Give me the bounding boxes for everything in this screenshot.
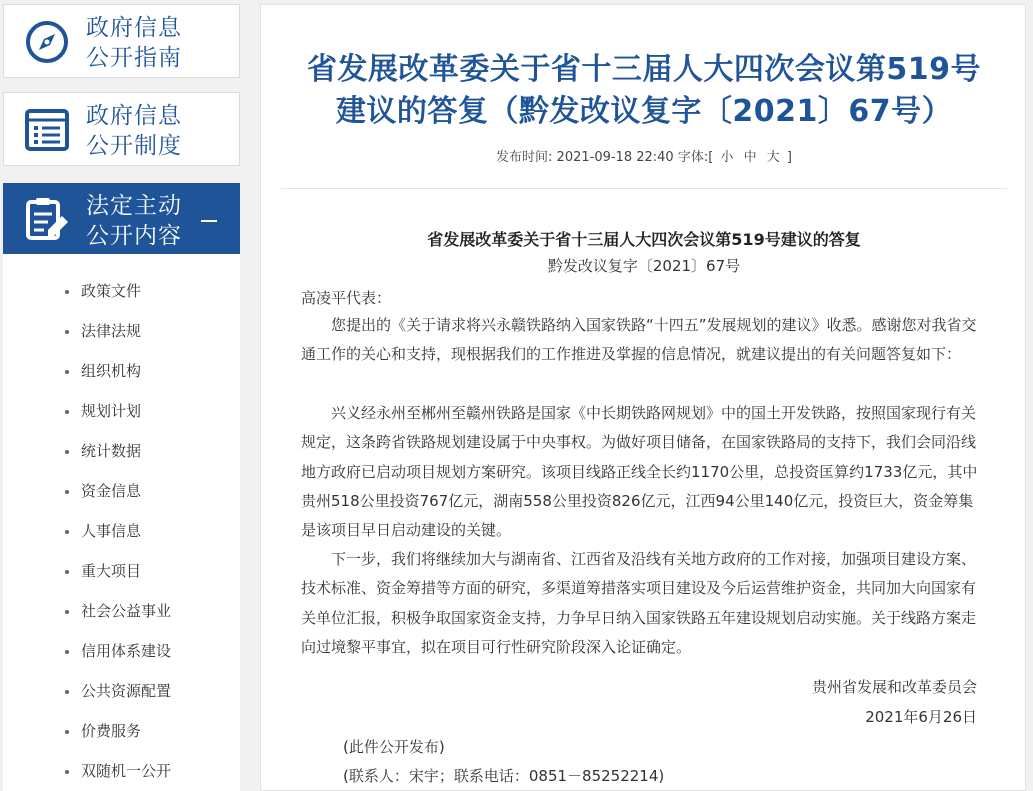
bullet-icon [65,530,69,534]
subnav-item[interactable] [65,519,141,543]
subnav-item[interactable] [65,559,141,583]
article-meta [261,146,1027,165]
nav-guide[interactable] [3,4,240,78]
collapse-minus-icon[interactable] [201,220,217,222]
subnav-item[interactable] [65,279,141,303]
subnav-item[interactable] [65,479,141,503]
subnav [3,254,240,791]
contact-note: (联系人：宋宇；联系电话：0851－85252214) [343,767,665,785]
subnav-item[interactable] [65,759,171,783]
salutation: 高凌平代表： [301,289,392,307]
public-note: (此件公开发布) [343,738,445,756]
font-size-medium-button[interactable]: 中 [743,150,757,165]
subnav-item-label: 规划计划 [81,402,142,420]
subnav-item[interactable] [65,639,171,663]
subnav-item-label: 政策文件 [81,282,142,300]
paragraph: 下一步，我们将继续加大与湖南省、江西省及沿线有关地方政府的工作对接，加强项目建设方案、技术标准、资金筹措等方面的研究，多渠道筹措落实项目建设及今后运营维护资金，共同加大向国家有关单位汇报，积极争取国家资金支持，力争早日纳入国家铁路五年建设规划启动实施。关于线路方案走向过境黎平事宜，拟在项目可行性研究阶段深入论证确定。 [301,550,977,656]
subnav-item[interactable] [65,599,171,623]
bullet-icon [65,730,69,734]
subnav-item-label: 双随机一公开 [81,762,172,780]
bullet-icon [65,330,69,334]
subnav-item-label: 资金信息 [81,482,142,500]
subnav-item[interactable] [65,679,171,703]
font-size-small-button[interactable]: 小 [720,150,734,165]
article-title-line1: 省发展改革委关于省十三届人大四次会议第519号 [306,52,982,87]
nav-active-content[interactable] [3,183,240,255]
meta-close-bracket: ] [786,150,792,165]
signature-date: 2021年6月26日 [865,708,977,726]
signature-org: 贵州省发展和改革委员会 [811,678,977,696]
divider [281,188,1007,189]
sidebar [0,0,244,791]
nav-system-label-line2: 公开制度 [86,133,182,159]
subnav-item-label: 信用体系建设 [81,642,172,660]
bullet-icon [65,690,69,694]
nav-guide-label-line2: 公开指南 [86,45,182,71]
document-number: 黔发改议复字〔2021〕67号 [547,257,741,275]
subnav-item-label: 组织机构 [81,362,142,380]
paragraph: 您提出的《关于请求将兴永赣铁路纳入国家铁路“十四五”发展规划的建议》收悉。感谢您对我省交通工作的关心和支持，现根据我们的工作推进及掌握的信息情况，就建议提出的有关问题答复如下： [301,316,977,364]
subnav-item-label: 公共资源配置 [81,682,172,700]
nav-guide-label-line1: 政府信息 [86,15,182,41]
bullet-icon [65,410,69,414]
article-title [261,49,1027,133]
bullet-icon [65,570,69,574]
compass-icon [24,19,70,65]
subnav-item[interactable] [65,719,141,743]
bullet-icon [65,370,69,374]
article-title-line2: 建议的答复（黔发改议复字〔2021〕67号） [335,94,953,129]
subnav-item-label: 人事信息 [81,522,142,540]
list-document-icon [24,107,70,153]
bullet-icon [65,770,69,774]
clipboard-edit-icon [24,196,70,242]
paragraph: 兴义经永州至郴州至赣州铁路是国家《中长期铁路网规划》中的国土开发铁路，按照国家现行有关规定，这条跨省铁路规划建设属于中央事权。为做好项目储备，在国家铁路局的支持下，我们会同沿线地方政府已启动项目规划方案研究。该项目线路正线全长约1170公里，总投资匡算约1733亿元，其中贵州518公里投资767亿元，湖南558公里投资826亿元，江西94公里140亿元，投资巨大，资金筹集是该项目早日启动建设的关键。 [301,404,978,540]
nav-active-label-line2: 公开内容 [86,223,182,249]
subnav-item-label: 价费服务 [81,722,142,740]
subnav-item[interactable] [65,359,141,383]
bullet-icon [65,650,69,654]
bullet-icon [65,290,69,294]
body-title: 省发展改革委关于省十三届人大四次会议第519号建议的答复 [427,230,861,249]
font-size-large-button[interactable]: 大 [766,150,780,165]
subnav-item-label: 法律法规 [81,322,142,340]
bullet-icon [65,450,69,454]
bullet-icon [65,490,69,494]
nav-system[interactable] [3,92,240,166]
subnav-item-label: 统计数据 [81,442,142,460]
bullet-icon [65,610,69,614]
subnav-item[interactable] [65,319,141,343]
subnav-item[interactable] [65,399,141,423]
subnav-item-label: 社会公益事业 [81,602,172,620]
nav-active-label-line1: 法定主动 [86,193,182,219]
nav-system-label-line1: 政府信息 [86,103,182,129]
subnav-item[interactable] [65,439,141,463]
publish-info: 发布时间: 2021-09-18 22:40 字体:[ [496,150,714,165]
subnav-item-label: 重大项目 [81,562,142,580]
article-panel [260,4,1026,791]
